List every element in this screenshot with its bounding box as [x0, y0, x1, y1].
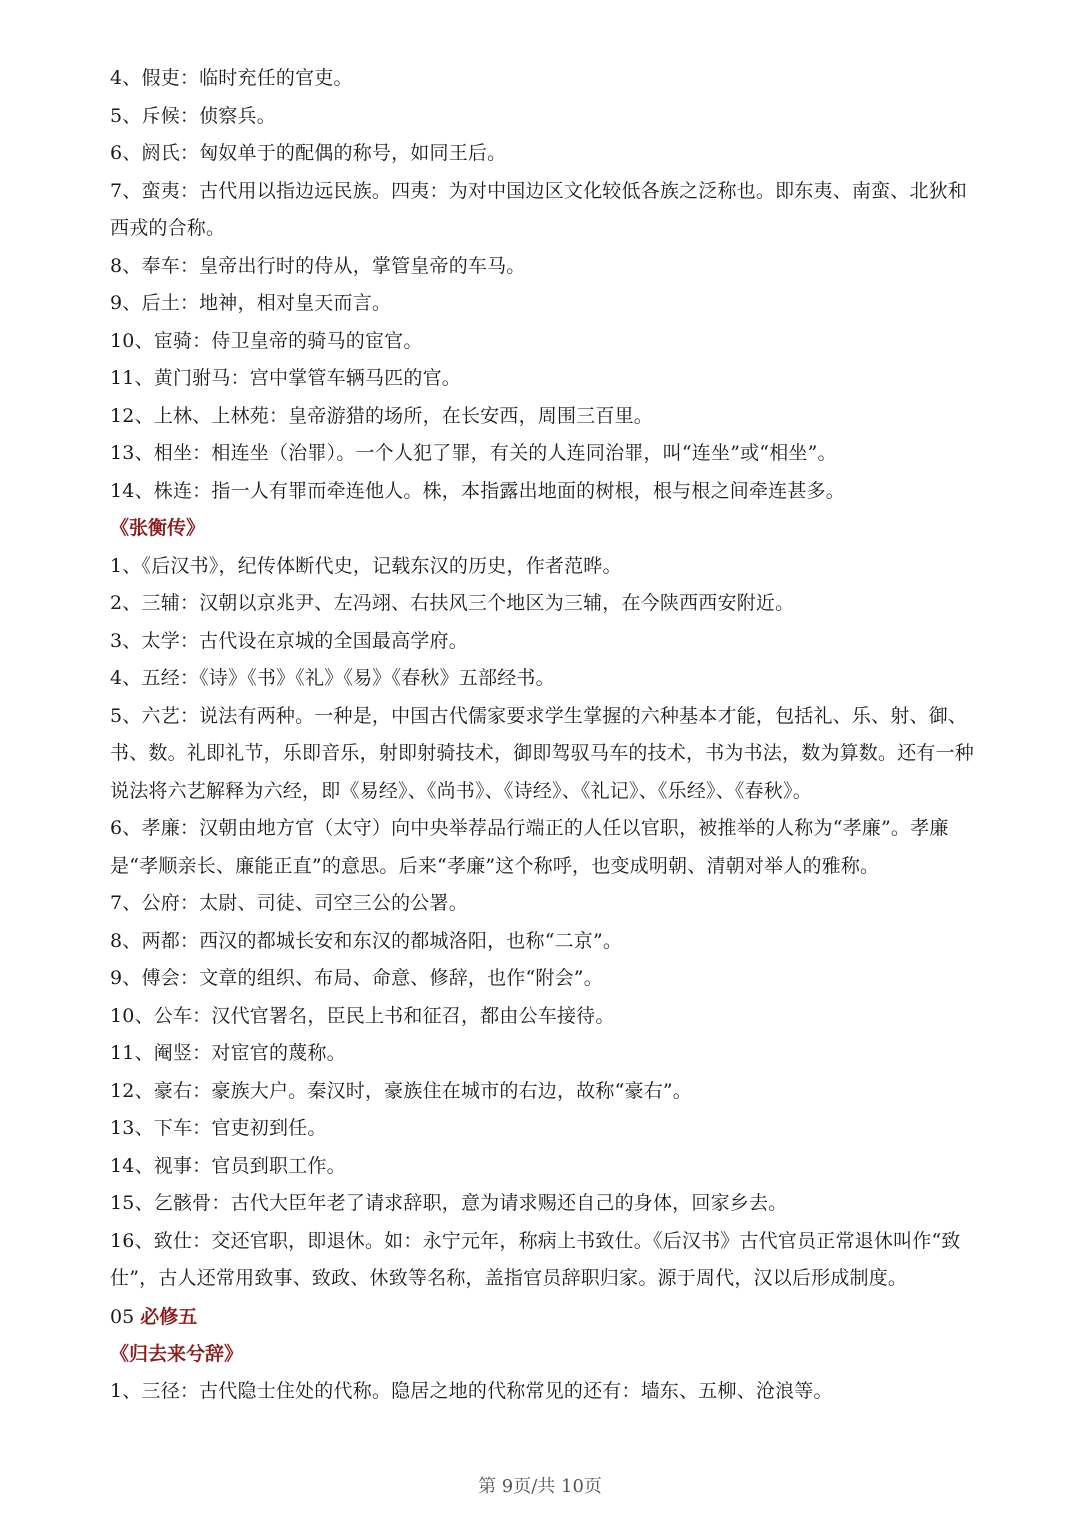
entry: 4、假吏：临时充任的官吏。	[110, 67, 353, 89]
entry: 14、株连：指一人有罪而牵连他人。株，本指露出地面的树根，根与根之间牵连甚多。	[110, 479, 845, 502]
entry: 9、傅会：文章的组织、布局、命意、修辞，也作“附会”。	[110, 967, 603, 989]
entry: 10、公车：汉代官署名，臣民上书和征召，都由公车接待。	[110, 1004, 615, 1027]
part-name: 必修五	[140, 1305, 198, 1328]
entry: 7、公府：太尉、司徒、司空三公的公署。	[110, 892, 468, 914]
entry: 2、三辅：汉朝以京兆尹、左冯翊、右扶风三个地区为三辅，在今陕西西安附近。	[110, 592, 795, 614]
entry: 11、黄门驸马：宫中掌管车辆马匹的官。	[110, 367, 461, 389]
entry: 12、上林、上林苑：皇帝游猎的场所，在长安西，周围三百里。	[110, 404, 653, 427]
entry: 4、五经：《诗》《书》《礼》《易》《春秋》五部经书。	[110, 667, 555, 689]
entry: 3、太学：古代设在京城的全国最高学府。	[110, 629, 468, 652]
entry: 6、孝廉：汉朝由地方官（太守）向中央举荐品行端正的人任以官职，被推举的人称为“孝廉”。孝廉是“孝顺亲长、廉能正直”的意思。后来“孝廉”这个称呼，也变成明朝、清朝对举人的雅称。	[110, 817, 949, 877]
section-title-guiqulaixici: 《归去来兮辞》	[110, 1342, 244, 1365]
part-heading	[110, 1298, 980, 1336]
entry: 9、后土：地神，相对皇天而言。	[110, 292, 392, 314]
page-footer: 第 9页/共 10页	[478, 1476, 602, 1497]
document-page	[110, 60, 980, 1411]
entry: 11、阉竖：对宦官的蔑称。	[110, 1042, 346, 1064]
entry: 16、致仕：交还官职，即退休。如：永宁元年，称病上书致仕。《后汉书》古代官员正常退休叫作“致仕”，古人还常用致事、致政、休致等名称，盖指官员辞职归家。源于周代，汉以后形成制度。	[110, 1229, 961, 1289]
entries-block-3	[110, 1373, 980, 1411]
entry: 14、视事：官员到职工作。	[110, 1154, 346, 1177]
entry: 5、六艺：说法有两种。一种是，中国古代儒家要求学生掌握的六种基本才能，包括礼、乐、射、御、书、数。礼即礼节，乐即音乐，射即射骑技术，御即驾驭马车的技术，书为书法，数为算数。还有一种说法将六艺解释为六经，即《易经》、《尚书》、《诗经》、《礼记》、《乐经》、《春秋》。	[110, 704, 975, 802]
entry: 15、乞骸骨：古代大臣年老了请求辞职，意为请求赐还自己的身体，回家乡去。	[110, 1192, 788, 1214]
section-title-zhanghengzhuan: 《张衡传》	[110, 517, 206, 539]
entry: 8、奉车：皇帝出行时的侍从，掌管皇帝的车马。	[110, 254, 526, 277]
entry: 6、阏氏：匈奴单于的配偶的称号，如同王后。	[110, 142, 507, 164]
entry: 1、三径：古代隐士住处的代称。隐居之地的代称常见的还有：墙东、五柳、沧浪等。	[110, 1380, 833, 1402]
part-number: 05	[110, 1305, 135, 1328]
entry: 5、斥候：侦察兵。	[110, 104, 276, 127]
entry: 12、豪右：豪族大户。秦汉时，豪族住在城市的右边，故称“豪右”。	[110, 1079, 693, 1102]
entry: 13、下车：官吏初到任。	[110, 1117, 327, 1139]
entries-block-2	[110, 548, 980, 1298]
entry: 10、宦骑：侍卫皇帝的骑马的宦官。	[110, 329, 423, 352]
entry: 8、两都：西汉的都城长安和东汉的都城洛阳，也称“二京”。	[110, 929, 623, 952]
entry: 1、《后汉书》，纪传体断代史，记载东汉的历史，作者范晔。	[110, 554, 622, 577]
entry: 7、蛮夷：古代用以指边远民族。四夷：为对中国边区文化较低各族之泛称也。即东夷、南蛮、北狄和西戎的合称。	[110, 179, 968, 239]
entries-block-1	[110, 60, 980, 510]
entry: 13、相坐：相连坐（治罪）。一个人犯了罪，有关的人连同治罪，叫“连坐”或“相坐”。	[110, 442, 837, 464]
